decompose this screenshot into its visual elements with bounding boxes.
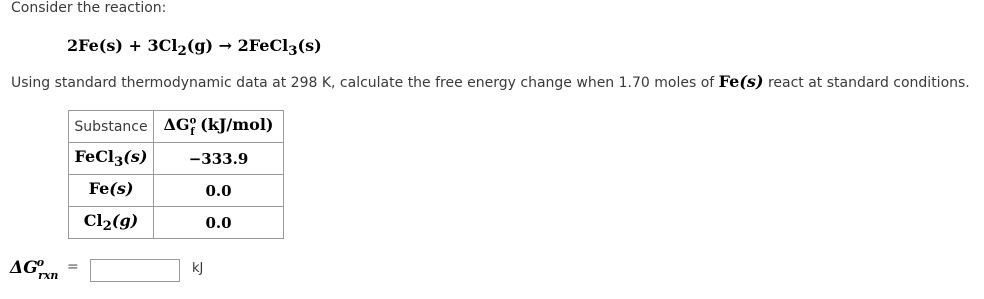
row-substance	[69, 143, 154, 175]
row-formula: FeCl	[74, 146, 115, 166]
question-suffix: react at standard conditions.	[767, 75, 970, 91]
delta-g-rxn-label	[10, 256, 58, 282]
row-state: (s)	[109, 178, 134, 198]
table-row	[69, 143, 284, 175]
row-value: 0.0	[154, 207, 284, 239]
header-substance: Substance	[69, 111, 154, 143]
row-substance	[69, 175, 154, 207]
plus-sign: +	[128, 36, 142, 55]
row-formula: Fe	[88, 178, 110, 198]
delta-g-symbol: ΔG	[10, 258, 38, 278]
delta-g-sup: o	[36, 256, 45, 269]
header-dg-units: (kJ/mol)	[200, 115, 274, 135]
row-substance	[69, 207, 154, 239]
reactant-cl2: 3Cl	[147, 36, 178, 55]
unit-label: kJ	[192, 261, 204, 276]
question-species	[719, 72, 764, 91]
table-header-row	[69, 111, 284, 143]
question-text	[11, 72, 970, 91]
reactant-fe-state: (s)	[98, 36, 123, 55]
table-row	[69, 207, 284, 239]
header-dg-symbol: ΔG	[163, 115, 190, 135]
question-species-formula: Fe	[718, 72, 740, 91]
reactant-fe: 2Fe	[67, 36, 99, 55]
reactant-cl2-subscript: 2	[177, 43, 187, 60]
answer-input[interactable]	[90, 259, 180, 282]
thermo-data-table	[68, 110, 284, 239]
answer-row	[10, 256, 310, 290]
equals-sign: =	[67, 259, 79, 275]
product-fecl3-subscript: 3	[288, 43, 298, 60]
reaction-equation	[67, 36, 322, 59]
product-fecl3: 2FeCl	[237, 36, 289, 55]
row-state: (s)	[123, 146, 148, 166]
row-formula-subscript: 2	[102, 218, 112, 235]
header-dg	[154, 111, 284, 143]
intro-text: Consider the reaction:	[11, 0, 167, 16]
row-value: −333.9	[154, 143, 284, 175]
table-row	[69, 175, 284, 207]
row-formula: Cl	[83, 210, 103, 230]
header-dg-sub: f	[190, 126, 195, 138]
row-formula-subscript: 3	[114, 154, 124, 171]
question-prefix: Using standard thermodynamic data at 298 K, calculate the free energy change when 1.70 moles of	[11, 75, 715, 91]
question-species-state: (s)	[739, 72, 764, 91]
row-state: (g)	[111, 210, 139, 230]
header-dg-sup: o	[189, 116, 197, 128]
row-value: 0.0	[154, 175, 284, 207]
product-fecl3-state: (s)	[297, 36, 322, 55]
reaction-arrow: →	[218, 36, 233, 55]
reactant-cl2-state: (g)	[186, 36, 214, 55]
delta-g-sub: rxn	[38, 269, 59, 282]
